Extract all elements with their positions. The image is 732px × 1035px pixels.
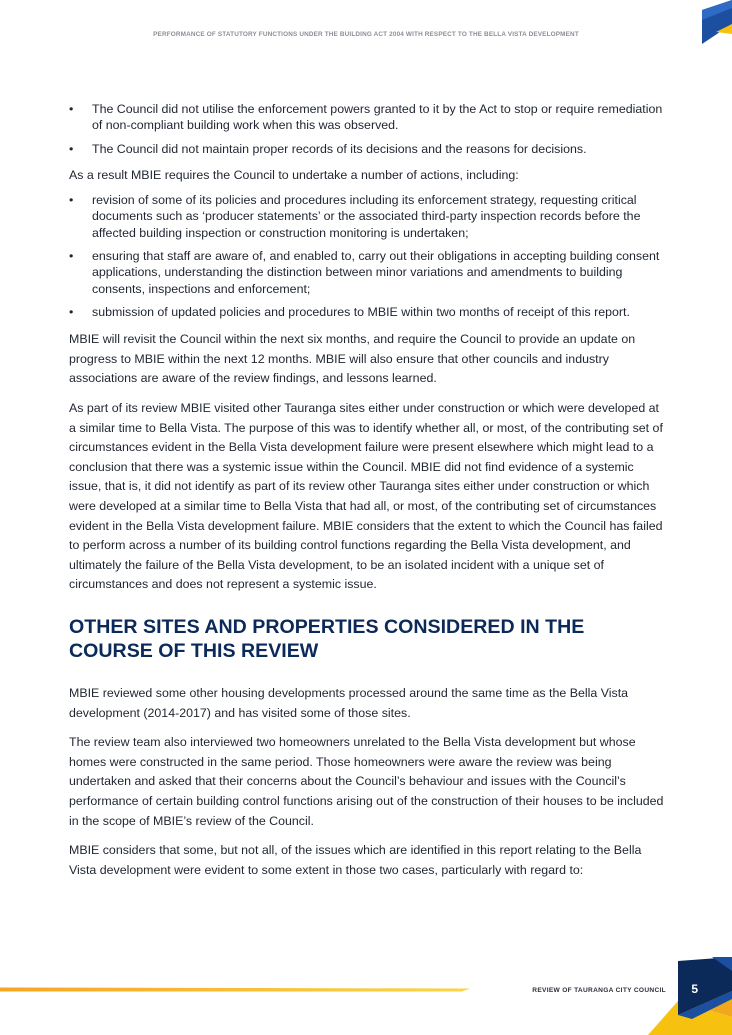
list-item-text: submission of updated policies and procedures to MBIE within two months of receipt of this report. <box>92 304 630 319</box>
list-item-text: revision of some of its policies and procedures including its enforcement strategy, requesting critical documents such as ‘producer statements’ or the associated third-party inspection records before the affected building inspection or construction monitoring is undertaken; <box>92 193 641 240</box>
list-item <box>69 248 669 297</box>
bullet-glyph: • <box>69 249 74 264</box>
findings-bullet-list <box>69 101 669 157</box>
paragraph-reviewed: MBIE reviewed some other housing developments processed around the same time as the Bella Vista development (2014-2017) and has visited some of those sites. <box>69 685 629 720</box>
paragraph-considers: MBIE considers that some, but not all, of the issues which are identified in this report relating to the Bella Vista development were evident to some extent in those two cases, particularly with regard to: <box>69 843 642 877</box>
required-actions-bullet-list <box>69 192 669 320</box>
list-item-text: ensuring that staff are aware of, and enabled to, carry out their obligations in accepting building consent applications, understanding the distinction between minor variations and amendments to building consents, inspections and enforcement; <box>92 249 660 296</box>
corner-decoration-bottom <box>648 957 732 1035</box>
list-item <box>69 304 669 320</box>
paragraph-homeowners: The review team also interviewed two homeowners unrelated to the Bella Vista development but whose homes were constructed in the same period. Those homeowners were aware the review was being undertaken and asked that their concerns about the Council’s behaviour and issues with the Council’s performance of certain building control functions arising out of the construction of their houses to be included in the scope of MBIE’s review of the Council. <box>69 735 664 828</box>
corner-decoration-top <box>692 0 732 44</box>
page-content <box>69 101 669 880</box>
bullet-glyph: • <box>69 193 74 208</box>
footer-accent-line <box>0 987 470 993</box>
list-item <box>69 141 669 157</box>
paragraph-revisit: MBIE will revisit the Council within the next six months, and require the Council to provide an update on progress to MBIE within the next 12 months. MBIE will also ensure that other councils and industry associations are aware of the review findings, and lessons learned. <box>69 332 636 386</box>
section-heading: OTHER SITES AND PROPERTIES CONSIDERED IN THE COURSE OF THIS REVIEW <box>69 615 585 663</box>
footer-report-title: REVIEW OF TAURANGA CITY COUNCIL <box>532 987 666 994</box>
bullet-glyph: • <box>69 304 74 319</box>
bullet-glyph: • <box>69 141 74 156</box>
list-item-text: The Council did not utilise the enforcement powers granted to it by the Act to stop or require remediation of non-compliant building work when this was observed. <box>92 102 663 133</box>
list-item <box>69 192 669 241</box>
list-item-text: The Council did not maintain proper records of its decisions and the reasons for decisions. <box>92 141 587 156</box>
running-header: PERFORMANCE OF STATUTORY FUNCTIONS UNDER THE BUILDING ACT 2004 WITH RESPECT TO THE BELLA VISTA DEVELOPMENT <box>153 31 579 38</box>
bullet-glyph: • <box>69 102 74 116</box>
page-number: 5 <box>691 982 698 996</box>
list-item <box>69 101 669 134</box>
paragraph-other-sites: As part of its review MBIE visited other Tauranga sites either under construction or which were developed at a similar time to Bella Vista. The purpose of this was to identify whether all, or most, of the contributing set of circumstances evident in the Bella Vista development failure were present elsewhere which might lead to a conclusion that there was a systemic issue within the Council. MBIE did not find evidence of a systemic issue, that is, it did not identify as part of its review other Tauranga sites either under construction or which were developed at a similar time to Bella Vista that had all, or most, of the contributing set of circumstances evident in the Bella Vista development failure. MBIE considers that the extent to which the Council has failed to perform across a number of its building control functions regarding the Bella Vista development, and ultimately the failure of the Bella Vista development, to be an isolated incident with a unique set of circumstances and does not represent a systemic issue. <box>69 401 663 592</box>
paragraph-actions-intro: As a result MBIE requires the Council to undertake a number of actions, including: <box>69 167 519 182</box>
